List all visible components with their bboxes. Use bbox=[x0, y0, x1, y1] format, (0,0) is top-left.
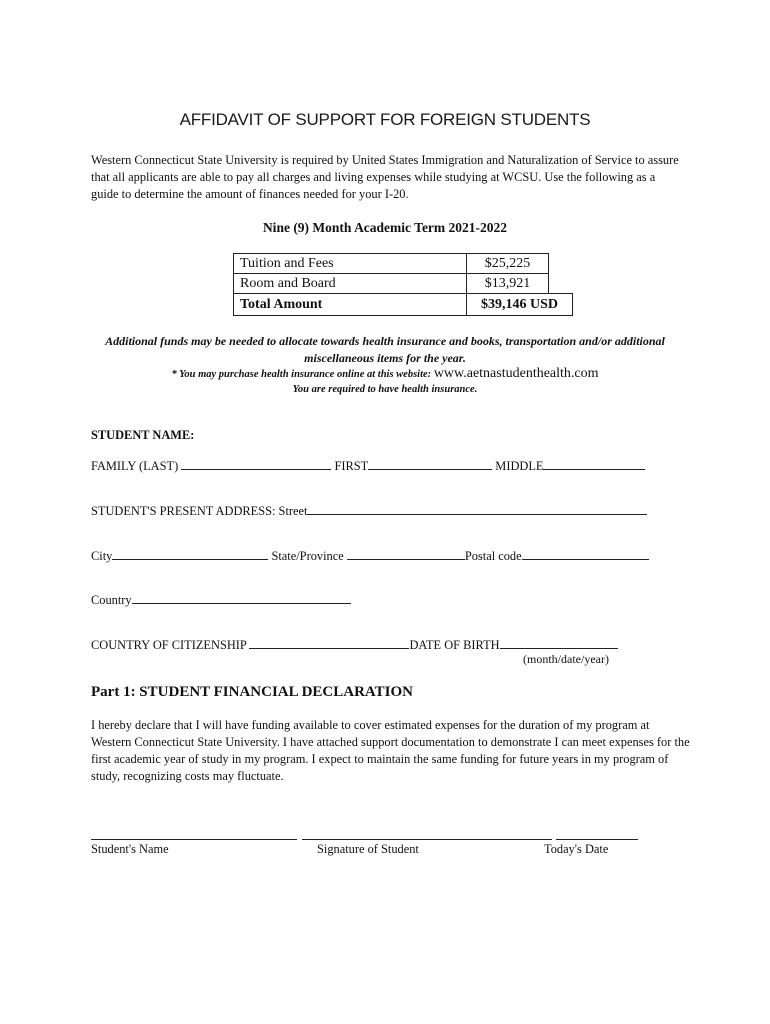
insurance-required-note: You are required to have health insurance. bbox=[292, 384, 478, 395]
signature-line[interactable] bbox=[302, 839, 552, 840]
total-value: $39,146 USD bbox=[466, 293, 573, 316]
intro-paragraph: Western Connecticut State University is required by United States Immigration and Naturalization of Service to assure that all applicants are able to pay all charges and living expenses while studying at WCSU. Use the following as a guide to determine the amount of finances needed for your I-20. bbox=[91, 153, 679, 201]
middle-name-field[interactable] bbox=[543, 457, 645, 470]
address-label: STUDENT'S PRESENT ADDRESS: Street bbox=[91, 504, 308, 518]
document-title: AFFIDAVIT OF SUPPORT FOR FOREIGN STUDENTS bbox=[179, 110, 591, 129]
country-label: Country bbox=[91, 593, 132, 607]
postal-code-field[interactable] bbox=[522, 547, 649, 560]
declaration-paragraph: I hereby declare that I will have funding available to cover estimated expenses for the duration of my program at Western Connecticut State University. I have attached support documentation to demonstrate I can meet expenses for the first academic year of study in my program. I expect to maintain the same funding for future years in my program of study, recognizing costs may fluctuate. bbox=[91, 718, 690, 783]
middle-label: MIDDLE bbox=[495, 459, 544, 473]
city-field[interactable] bbox=[112, 547, 268, 560]
citizenship-label: COUNTRY OF CITIZENSHIP bbox=[91, 638, 247, 652]
student-name-line[interactable] bbox=[91, 839, 297, 840]
tuition-label: Tuition and Fees bbox=[233, 253, 467, 274]
room-board-value: $13,921 bbox=[466, 273, 549, 294]
total-label: Total Amount bbox=[233, 293, 467, 316]
first-label: FIRST bbox=[334, 459, 369, 473]
dob-format-hint: (month/date/year) bbox=[523, 652, 609, 666]
room-board-label: Room and Board bbox=[233, 273, 467, 294]
country-row bbox=[91, 591, 351, 608]
student-name-heading: STUDENT NAME: bbox=[91, 428, 195, 442]
address-row bbox=[91, 502, 647, 519]
city-row bbox=[91, 547, 649, 564]
insurance-link[interactable]: www.aetnastudenthealth.com bbox=[433, 366, 599, 381]
dob-field[interactable] bbox=[500, 636, 618, 649]
signature-caption: Signature of Student bbox=[317, 842, 419, 856]
date-caption: Today's Date bbox=[544, 842, 609, 856]
city-label: City bbox=[91, 549, 113, 563]
first-name-field[interactable] bbox=[368, 457, 492, 470]
additional-funds-note: Additional funds may be needed to allocate towards health insurance and books, transportation and/or additional miscellaneous items for the year. bbox=[105, 334, 665, 365]
state-field[interactable] bbox=[347, 547, 465, 560]
state-label: State/Province bbox=[271, 549, 344, 563]
name-row bbox=[91, 457, 645, 474]
date-line[interactable] bbox=[556, 839, 638, 840]
family-name-field[interactable] bbox=[181, 457, 331, 470]
country-field[interactable] bbox=[132, 591, 351, 604]
student-name-caption: Student's Name bbox=[91, 842, 169, 856]
citizenship-field[interactable] bbox=[249, 636, 409, 649]
term-heading: Nine (9) Month Academic Term 2021-2022 bbox=[262, 220, 508, 235]
part1-heading: Part 1: STUDENT FINANCIAL DECLARATION bbox=[91, 684, 413, 700]
citizenship-row bbox=[91, 636, 618, 653]
dob-label: DATE OF BIRTH bbox=[409, 638, 500, 652]
insurance-note bbox=[0, 366, 770, 382]
tuition-value: $25,225 bbox=[466, 253, 549, 274]
insurance-prefix: * You may purchase health insurance online at this website: bbox=[171, 369, 432, 380]
postal-label: Postal code bbox=[464, 549, 522, 563]
street-field[interactable] bbox=[307, 502, 647, 515]
family-label: FAMILY (LAST) bbox=[91, 459, 179, 473]
